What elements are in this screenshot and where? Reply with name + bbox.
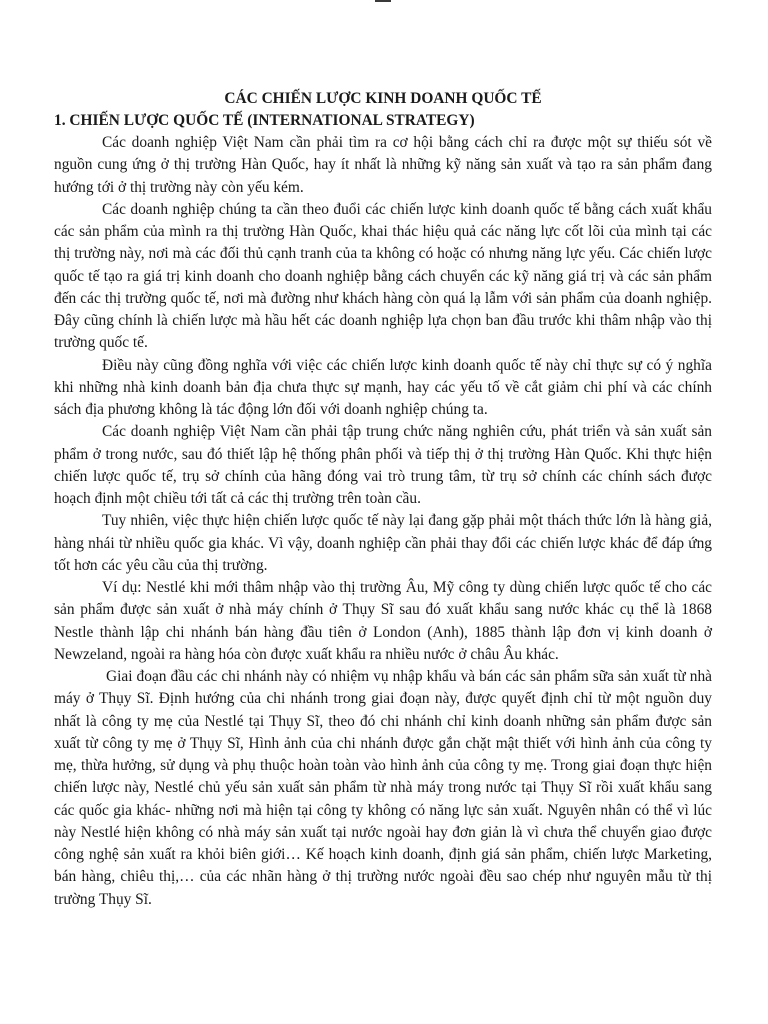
page-top-mark (375, 0, 391, 2)
paragraph-5: Tuy nhiên, việc thực hiện chiến lược quốc tế này lại đang gặp phải một thách thức lớn là hàng giả, hàng nhái từ nhiều quốc gia khác. Vì vậy, doanh nghiệp cần phải thay đổi các chiến lược khác để đáp ứng tốt hơn các yêu cầu của thị trường. (54, 512, 712, 574)
paragraph-3: Điều này cũng đồng nghĩa với việc các chiến lược kinh doanh quốc tế này chỉ thực sự có ý nghĩa khi những nhà kinh doanh bản địa chưa thực sự mạnh, hay các yếu tố về cắt giảm chi phí và các chính sách địa phương không là tác động lớn đối với doanh nghiệp chúng ta. (54, 356, 712, 418)
section-heading: 1. CHIẾN LƯỢC QUỐC TẾ (INTERNATIONAL STRATEGY) (54, 112, 475, 129)
paragraph-4: Các doanh nghiệp Việt Nam cần phải tập trung chức năng nghiên cứu, phát triển và sản xuất sản phẩm ở trong nước, sau đó thiết lập hệ thống phân phối và tiếp thị ở thị trường Hàn Quốc. Khi thực hiện chiến lược quốc tế, trụ sở chính của hãng đóng vai trò trung tâm, từ trụ sở chính các chính sách được hoạch định một chiều tới tất cả các thị trường trên toàn cầu. (54, 423, 712, 507)
document-title: CÁC CHIẾN LƯỢC KINH DOANH QUỐC TẾ (224, 90, 542, 107)
document-page (54, 88, 712, 911)
paragraph-2: Các doanh nghiệp chúng ta cần theo đuổi các chiến lược kinh doanh quốc tế bằng cách xuất khẩu các sản phẩm của mình ra thị trường Hàn Quốc, khai thác hiệu quả các năng lực cốt lõi của mình tại các thị trường này, nơi mà các đối thủ cạnh tranh của ta không có hoặc có nhưng năng lực yếu. Các chiến lược quốc tế tạo ra giá trị kinh doanh cho doanh nghiệp bằng cách chuyển các kỹ năng giá trị và các sản phẩm đến các thị trường quốc tế, nơi mà đường như khách hàng còn quá lạ lẫm với sản phẩm của doanh nghiệp. Đây cũng chính là chiến lược mà hầu hết các doanh nghiệp lựa chọn ban đầu trước khi thâm nhập vào thị trường quốc tế. (54, 200, 712, 352)
paragraph-1: Các doanh nghiệp Việt Nam cần phải tìm ra cơ hội bằng cách chỉ ra được một sự thiếu sót về nguồn cung ứng ở thị trường Hàn Quốc, hay ít nhất là những kỹ năng sản xuất và tạo ra sản phẩm đang hướng tới ở thị trường này còn yếu kém. (54, 134, 712, 196)
paragraph-6: Ví dụ: Nestlé khi mới thâm nhập vào thị trường Âu, Mỹ công ty dùng chiến lược quốc tế cho các sản phẩm được sản xuất ở nhà máy chính ở Thụy Sĩ sau đó xuất khẩu sang nước khác cụ thể là 1868 Nestle thành lập chi nhánh bán hàng đầu tiên ở London (Anh), 1885 thành lập đơn vị kinh doanh ở Newzeland, ngoài ra hàng hóa còn được xuất khẩu ra nhiều nước ở châu Âu khác. (54, 579, 712, 663)
paragraph-7: Giai đoạn đầu các chi nhánh này có nhiệm vụ nhập khẩu và bán các sản phẩm sữa sản xuất từ nhà máy ở Thụy Sĩ. Định hướng của chi nhánh trong giai đoạn này, được quyết định chỉ từ một nguồn duy nhất là công ty mẹ của Nestlé tại Thụy Sĩ, theo đó chi nhánh chỉ kinh doanh những sản phẩm được sản xuất từ công ty mẹ ở Thụy Sĩ, Hình ảnh của chi nhánh được gắn chặt mật thiết với hình ảnh của công ty mẹ, thừa hưởng, sử dụng và phụ thuộc hoàn toàn vào hình ảnh của công ty mẹ. Trong giai đoạn thực hiện chiến lược này, Nestlé chủ yếu sản xuất sản phẩm từ nhà máy trong nước tại Thụy Sĩ rồi xuất khẩu sang các quốc gia khác- những nơi mà hiện tại công ty không có năng lực sản xuất. Nguyên nhân có thể vì lúc này Nestlé hiện không có nhà máy sản xuất tại nước ngoài hay đơn giản là vì chưa thể chuyển giao được công nghệ sản xuất ra khỏi biên giới… Kế hoạch kinh doanh, định giá sản phẩm, chiến lược Marketing, bán hàng, chiêu thị,… của các nhãn hàng ở thị trường nước ngoài đều sao chép như nguyên mẫu từ thị trường Thụy Sĩ. (54, 668, 712, 908)
